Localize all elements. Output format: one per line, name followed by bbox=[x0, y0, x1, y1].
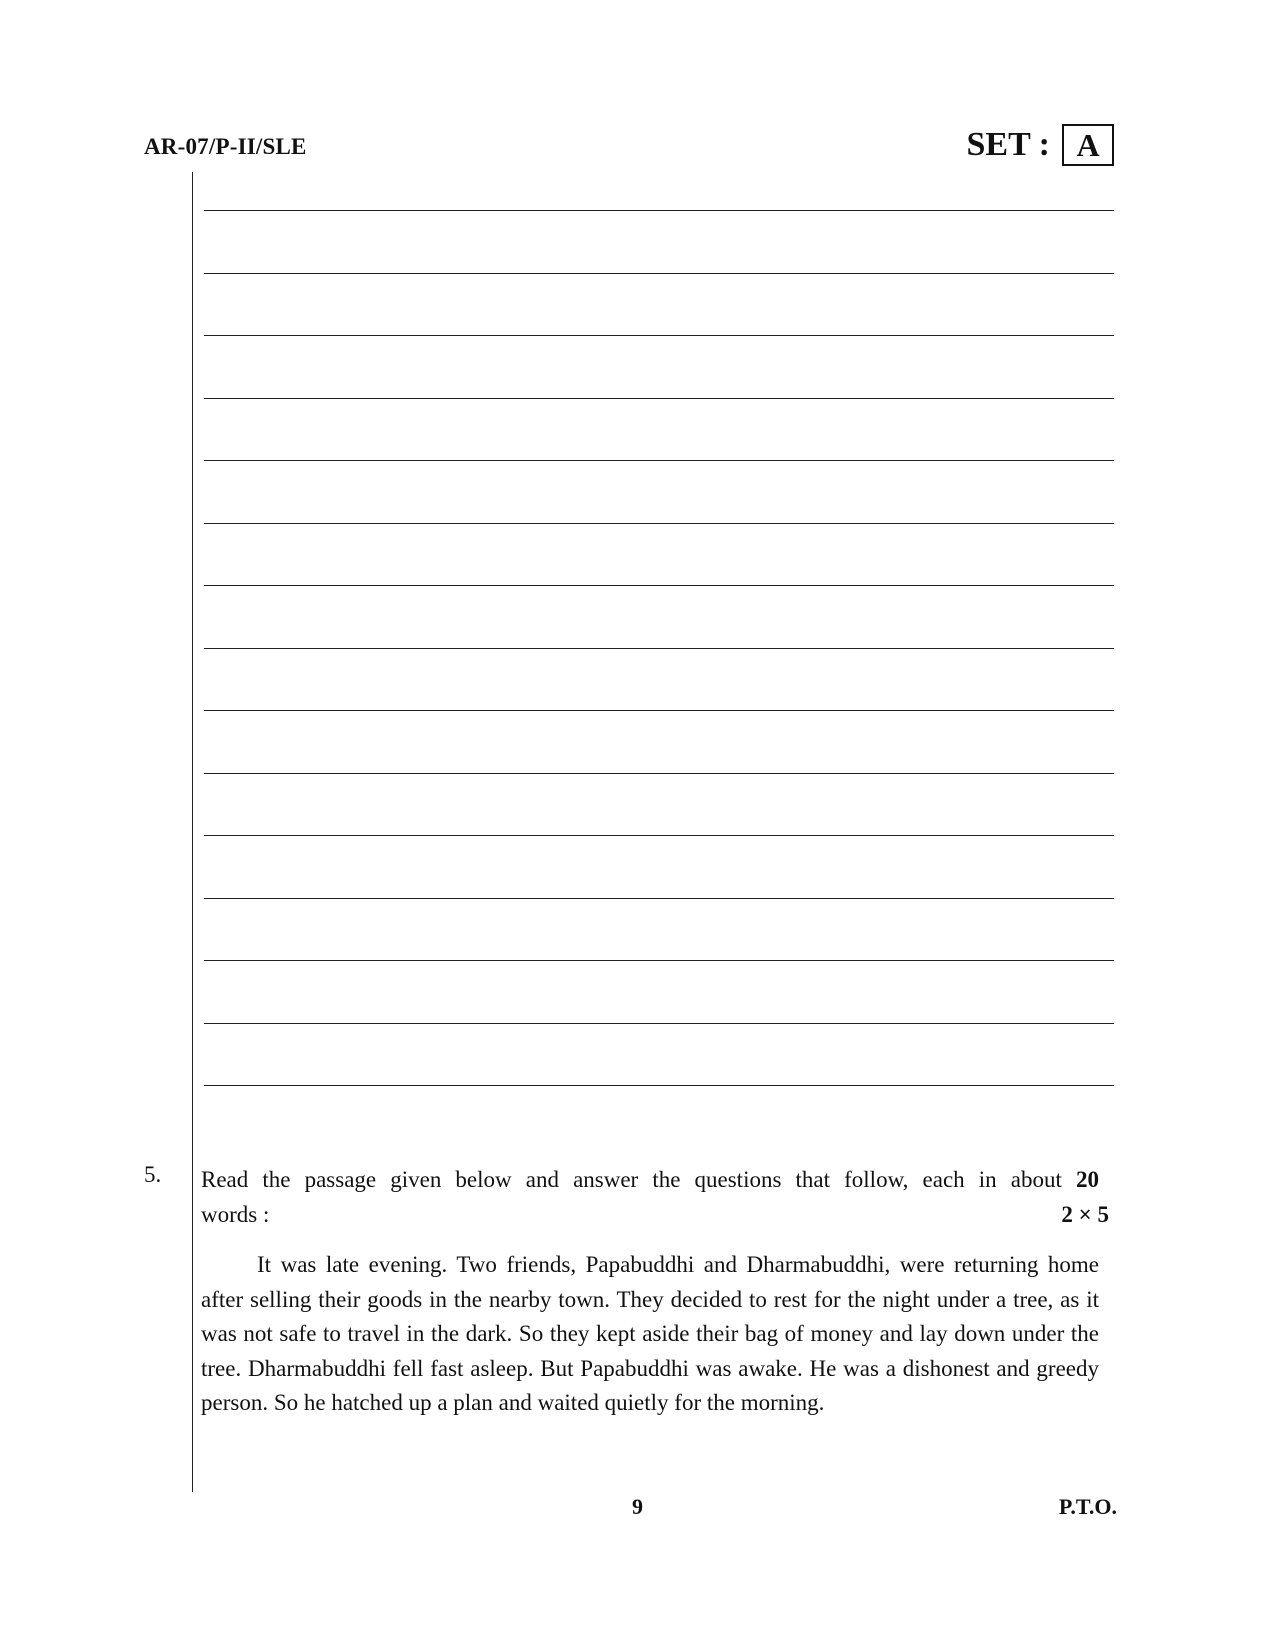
answer-line bbox=[204, 835, 1114, 836]
paper-code: AR-07/P-II/SLE bbox=[144, 134, 307, 159]
answer-line bbox=[204, 773, 1114, 774]
page-number: 9 bbox=[632, 1494, 643, 1519]
answer-line bbox=[204, 398, 1114, 399]
answer-line bbox=[204, 648, 1114, 649]
answer-line bbox=[204, 710, 1114, 711]
answer-line bbox=[204, 273, 1114, 274]
answer-line bbox=[204, 1085, 1114, 1086]
answer-line bbox=[204, 523, 1114, 524]
question-instruction-end: words : bbox=[201, 1202, 270, 1227]
answer-line bbox=[204, 460, 1114, 461]
set-value-box: A bbox=[1062, 124, 1114, 166]
answer-line bbox=[204, 898, 1114, 899]
word-limit: 20 bbox=[1076, 1167, 1100, 1192]
marks: 2 × 5 bbox=[1061, 1202, 1109, 1227]
answer-line bbox=[204, 335, 1114, 336]
question-instruction-line2 bbox=[201, 1197, 1109, 1232]
answer-line bbox=[204, 585, 1114, 586]
question-instruction-text: Read the passage given below and answer the questions that follow, each in about bbox=[201, 1167, 1062, 1192]
answer-line bbox=[204, 1023, 1114, 1024]
set-label: SET : bbox=[966, 126, 1050, 163]
set-indicator bbox=[967, 124, 1114, 166]
margin-rule bbox=[192, 172, 193, 1492]
question-number: 5. bbox=[144, 1162, 162, 1187]
pto-label: P.T.O. bbox=[1058, 1494, 1117, 1519]
question-instruction bbox=[201, 1162, 1099, 1197]
answer-lines bbox=[204, 210, 1114, 1148]
answer-line bbox=[204, 960, 1114, 961]
passage: It was late evening. Two friends, Papabuddhi and Dharmabuddhi, were returning home after selling their goods in the nearby town. They decided to rest for the night under a tree, as it was not safe to travel in the dark. So they kept aside their bag of money and lay down under the tree. Dharmabuddhi fell fast asleep. But Papabuddhi was awake. He was a dishonest and greedy person. So he hatched up a plan and waited quietly for the morning. bbox=[201, 1252, 1099, 1415]
answer-line bbox=[204, 210, 1114, 211]
